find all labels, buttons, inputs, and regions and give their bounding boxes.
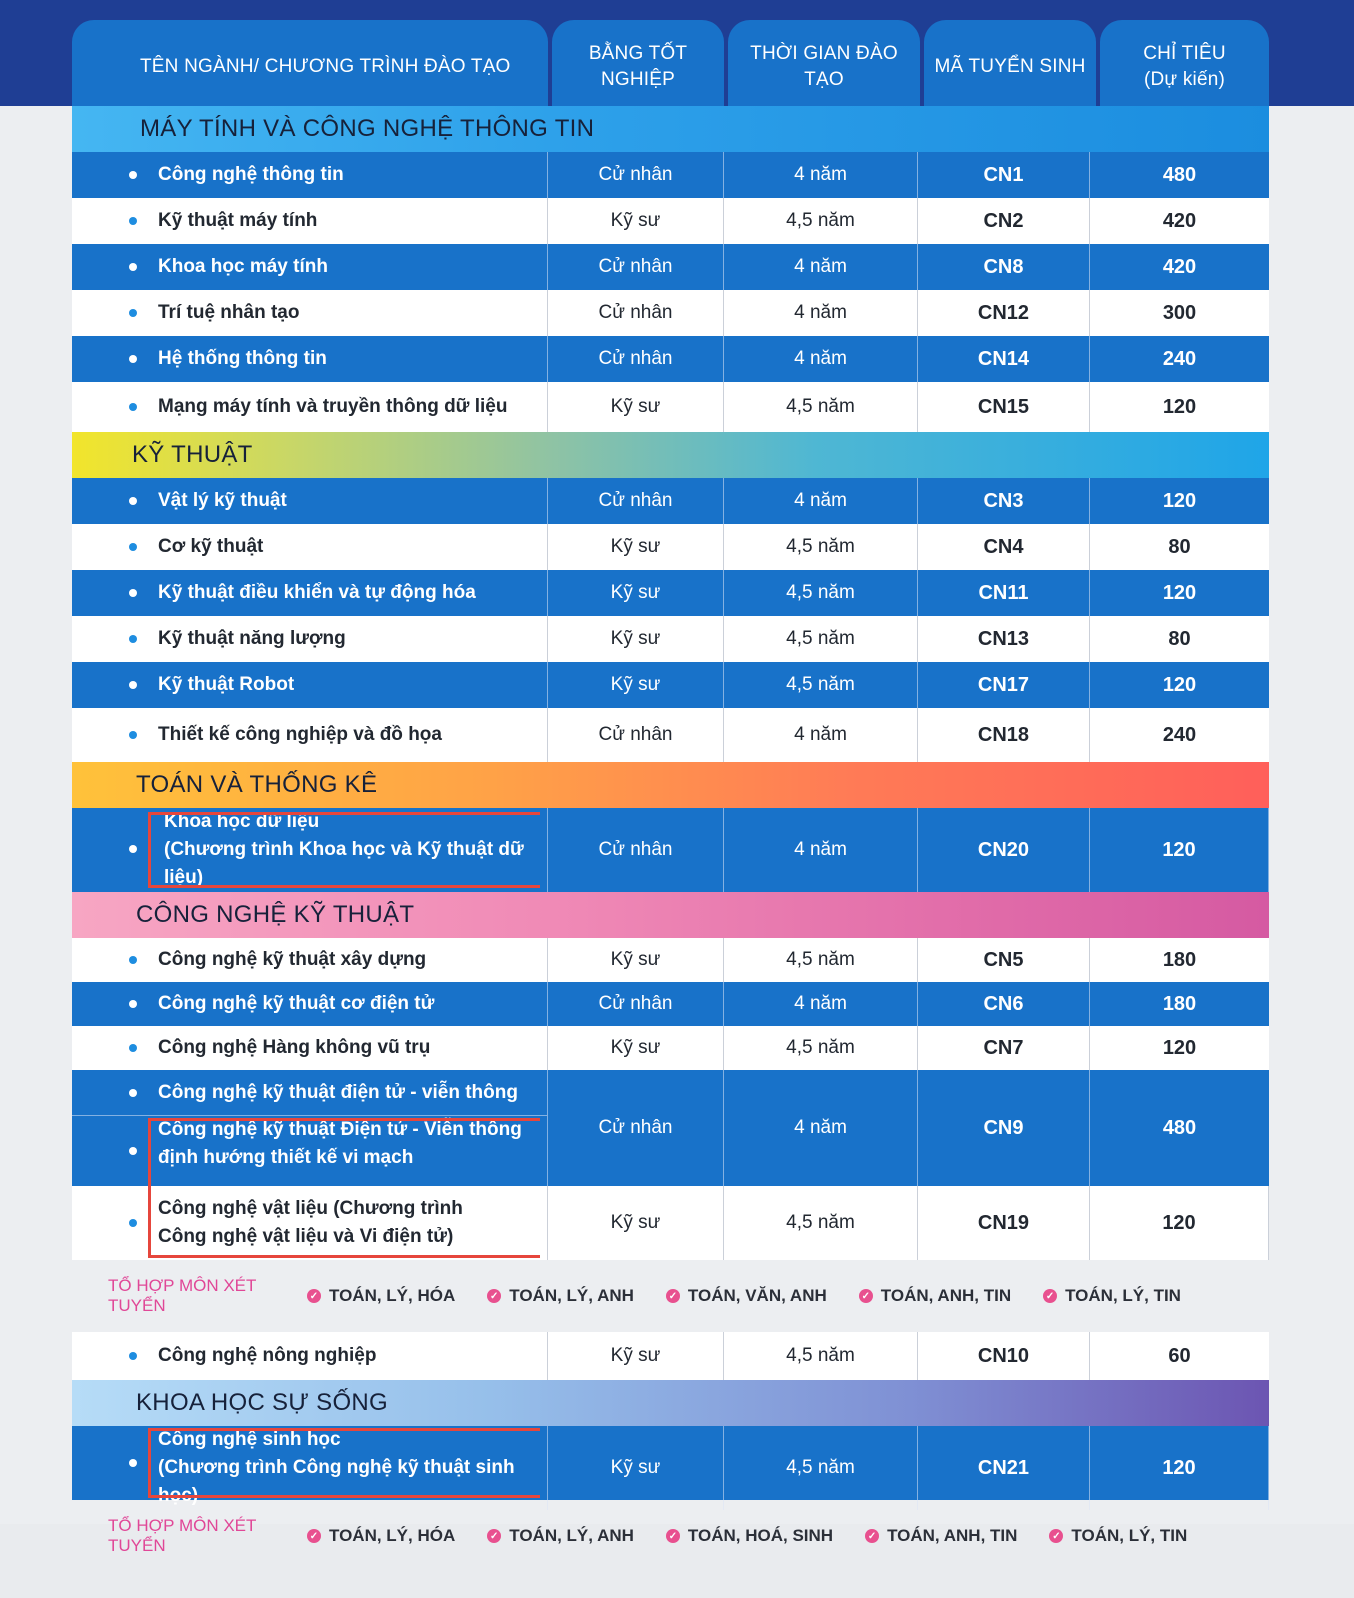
quota: 120 xyxy=(1090,808,1269,892)
dot-icon xyxy=(129,1147,137,1155)
program-name: Kỹ thuật năng lượng xyxy=(158,628,346,649)
program-name: Kỹ thuật máy tính xyxy=(158,210,318,231)
dot-icon xyxy=(129,731,137,739)
check-circle-icon: ✓ xyxy=(666,1529,680,1543)
degree: Cử nhân xyxy=(548,290,724,336)
program-name: Kỹ thuật điều khiển và tự động hóa xyxy=(158,582,476,603)
check-circle-icon: ✓ xyxy=(487,1529,501,1543)
table-row xyxy=(72,524,1269,570)
section-engineering: KỸ THUẬT xyxy=(72,432,1269,478)
table-row xyxy=(72,616,1269,662)
duration: 4 năm xyxy=(724,290,918,336)
admission-code: CN7 xyxy=(918,1026,1090,1070)
program-name: Hệ thống thông tin xyxy=(158,348,327,369)
admission-code: CN20 xyxy=(918,808,1090,892)
duration: 4,5 năm xyxy=(724,382,918,432)
quota: 300 xyxy=(1162,301,1197,324)
duration: 4,5 năm xyxy=(724,616,918,662)
degree: Kỹ sư xyxy=(548,662,724,708)
dot-icon xyxy=(129,845,137,853)
dot-icon xyxy=(129,171,137,179)
quota: 240 xyxy=(1162,347,1197,370)
dot-icon xyxy=(129,309,137,317)
program-name: Công nghệ nông nghiệp xyxy=(158,1345,377,1366)
table-row xyxy=(72,244,1269,290)
combo-item xyxy=(859,1286,1011,1306)
combo-item xyxy=(666,1286,827,1306)
table-row xyxy=(72,808,1269,892)
dot-icon xyxy=(129,263,137,271)
combo-item xyxy=(307,1286,455,1306)
table-row xyxy=(72,708,1269,762)
combo-text: TOÁN, LÝ, TIN xyxy=(1071,1526,1188,1545)
check-circle-icon: ✓ xyxy=(666,1289,680,1303)
quota: 120 xyxy=(1162,489,1197,512)
combo-text: TOÁN, HOÁ, SINH xyxy=(687,1526,834,1545)
duration: 4,5 năm xyxy=(724,1186,918,1260)
admission-code: CN14 xyxy=(918,336,1090,382)
check-circle-icon: ✓ xyxy=(859,1289,873,1303)
duration: 4,5 năm xyxy=(724,198,918,244)
program-name: Công nghệ Hàng không vũ trụ xyxy=(158,1037,431,1058)
quota: 420 xyxy=(1162,255,1197,278)
degree: Cử nhân xyxy=(548,1070,724,1186)
dot-icon xyxy=(129,1044,137,1052)
combo-item xyxy=(307,1526,455,1546)
admission-code: CN21 xyxy=(918,1426,1090,1510)
degree: Kỹ sư xyxy=(548,524,724,570)
admission-code: CN15 xyxy=(918,382,1090,432)
quota: 120 xyxy=(1162,673,1197,696)
combo-item xyxy=(865,1526,1017,1546)
duration: 4 năm xyxy=(724,1070,918,1186)
duration: 4,5 năm xyxy=(724,662,918,708)
degree: Kỹ sư xyxy=(548,1026,724,1070)
duration: 4 năm xyxy=(724,708,918,762)
table-row xyxy=(72,662,1269,708)
degree: Kỹ sư xyxy=(548,616,724,662)
combo-text: TOÁN, LÝ, ANH xyxy=(509,1526,634,1545)
section-it: MÁY TÍNH VÀ CÔNG NGHỆ THÔNG TIN xyxy=(72,106,1269,152)
combo-item xyxy=(487,1526,634,1546)
degree: Kỹ sư xyxy=(548,1186,724,1260)
dot-icon xyxy=(129,403,137,411)
check-circle-icon: ✓ xyxy=(865,1529,879,1543)
admission-code: CN8 xyxy=(918,244,1090,290)
dot-icon xyxy=(129,635,137,643)
dot-icon xyxy=(129,1352,137,1360)
admission-code: CN11 xyxy=(918,570,1090,616)
admission-code: CN2 xyxy=(918,198,1090,244)
degree: Cử nhân xyxy=(548,808,724,892)
dot-icon xyxy=(129,217,137,225)
check-circle-icon: ✓ xyxy=(1043,1289,1057,1303)
quota: 180 xyxy=(1162,992,1197,1015)
quota: 120 xyxy=(1090,1186,1269,1260)
quota: 480 xyxy=(1162,1116,1197,1139)
section-tech-engineering: CÔNG NGHỆ KỸ THUẬT xyxy=(72,892,1269,938)
table-row xyxy=(72,1026,1269,1070)
program-name: Trí tuệ nhân tạo xyxy=(158,302,300,323)
combo-text: TOÁN, LÝ, ANH xyxy=(509,1286,634,1305)
duration: 4,5 năm xyxy=(724,1332,918,1380)
header-quota-line1: CHỈ TIÊU xyxy=(1143,43,1226,64)
degree: Cử nhân xyxy=(548,478,724,524)
degree: Cử nhân xyxy=(548,982,724,1026)
table-row xyxy=(72,290,1269,336)
program-name: Thiết kế công nghiệp và đồ họa xyxy=(158,724,442,745)
section-math-stats: TOÁN VÀ THỐNG KÊ xyxy=(72,762,1269,808)
table-row xyxy=(72,152,1269,198)
quota: 480 xyxy=(1162,163,1197,186)
combo-label: TỔ HỢP MÔN XÉT TUYỂN xyxy=(108,1516,257,1555)
table-row xyxy=(72,982,1269,1026)
quota: 420 xyxy=(1162,209,1197,232)
admission-code: CN1 xyxy=(918,152,1090,198)
dot-icon xyxy=(129,1000,137,1008)
combo-text: TOÁN, VĂN, ANH xyxy=(687,1286,827,1305)
table-row xyxy=(72,1426,1269,1506)
duration: 4 năm xyxy=(724,982,918,1026)
program-name: Mạng máy tính và truyền thông dữ liệu xyxy=(158,396,508,417)
subject-combo xyxy=(72,1260,1269,1332)
program-name: Kỹ thuật Robot xyxy=(158,674,295,695)
table-row xyxy=(72,1186,1269,1260)
program-name: Cơ kỹ thuật xyxy=(158,536,264,557)
program-subname: Công nghệ vật liệu và Vi điện tử) xyxy=(158,1226,454,1247)
header-quota xyxy=(1100,20,1269,106)
header-code: MÃ TUYỂN SINH xyxy=(924,20,1096,106)
admission-code: CN19 xyxy=(918,1186,1090,1260)
program-table xyxy=(72,20,1269,1572)
dot-icon xyxy=(129,497,137,505)
admission-code: CN9 xyxy=(918,1070,1090,1186)
duration: 4 năm xyxy=(724,808,918,892)
combo-item xyxy=(487,1286,634,1306)
program-subname: định hướng thiết kế vi mạch xyxy=(158,1147,414,1168)
duration: 4,5 năm xyxy=(724,524,918,570)
degree: Cử nhân xyxy=(548,708,724,762)
quota: 120 xyxy=(1162,581,1197,604)
table-row xyxy=(72,938,1269,982)
program-name: Công nghệ sinh học xyxy=(158,1429,341,1450)
admission-code: CN4 xyxy=(918,524,1090,570)
quota: 120 xyxy=(1162,1036,1197,1059)
duration: 4 năm xyxy=(724,336,918,382)
combo-item xyxy=(666,1526,833,1546)
table-header xyxy=(72,20,1269,106)
header-duration: THỜI GIAN ĐÀO TẠO xyxy=(728,20,920,106)
program-name: Công nghệ thông tin xyxy=(158,164,344,185)
combo-label: TỔ HỢP MÔN XÉT TUYỂN xyxy=(108,1276,257,1315)
program-name: Công nghệ kỹ thuật xây dựng xyxy=(158,949,427,970)
dot-icon xyxy=(129,589,137,597)
quota: 180 xyxy=(1162,948,1197,971)
duration: 4,5 năm xyxy=(724,1426,918,1510)
dot-icon xyxy=(129,681,137,689)
dot-icon xyxy=(129,1089,137,1097)
check-circle-icon: ✓ xyxy=(307,1289,321,1303)
degree: Kỹ sư xyxy=(548,198,724,244)
combo-text: TOÁN, LÝ, HÓA xyxy=(329,1286,456,1305)
check-circle-icon: ✓ xyxy=(487,1289,501,1303)
duration: 4,5 năm xyxy=(724,938,918,982)
check-circle-icon: ✓ xyxy=(1049,1529,1063,1543)
admission-code: CN18 xyxy=(918,708,1090,762)
program-name: Khoa học dữ liệu xyxy=(164,811,320,832)
header-quota-line2: (Dự kiến) xyxy=(1143,69,1226,90)
quota: 120 xyxy=(1090,1426,1269,1510)
admission-code: CN17 xyxy=(918,662,1090,708)
header-degree: BẰNG TỐT NGHIỆP xyxy=(552,20,724,106)
combo-text: TOÁN, ANH, TIN xyxy=(880,1286,1012,1305)
table-row xyxy=(72,382,1269,432)
combo-item xyxy=(1049,1526,1187,1546)
degree: Kỹ sư xyxy=(548,570,724,616)
header-name: TÊN NGÀNH/ CHƯƠNG TRÌNH ĐÀO TẠO xyxy=(72,20,548,106)
quota: 80 xyxy=(1168,535,1191,558)
admission-code: CN12 xyxy=(918,290,1090,336)
table-row xyxy=(72,1070,1269,1186)
combo-text: TOÁN, LÝ, HÓA xyxy=(329,1526,456,1545)
admission-code: CN10 xyxy=(918,1332,1090,1380)
program-subname: (Chương trình Khoa học và Kỹ thuật dữ liệu) xyxy=(164,839,524,888)
subject-combo xyxy=(72,1500,1269,1572)
program-name: Vật lý kỹ thuật xyxy=(158,490,287,511)
program-name: Công nghệ kỹ thuật cơ điện tử xyxy=(158,993,435,1014)
section-life-sciences: KHOA HỌC SỰ SỐNG xyxy=(72,1380,1269,1426)
duration: 4,5 năm xyxy=(724,1026,918,1070)
dot-icon xyxy=(129,355,137,363)
combo-text: TOÁN, ANH, TIN xyxy=(887,1526,1018,1545)
program-name: Công nghệ vật liệu (Chương trình xyxy=(158,1198,463,1219)
combo-text: TOÁN, LÝ, TIN xyxy=(1065,1286,1181,1305)
dot-icon xyxy=(129,1459,137,1467)
degree: Cử nhân xyxy=(548,152,724,198)
dot-icon xyxy=(129,956,137,964)
quota: 60 xyxy=(1168,1344,1191,1367)
program-name: Khoa học máy tính xyxy=(158,256,328,277)
quota: 120 xyxy=(1162,395,1197,418)
degree: Kỹ sư xyxy=(548,1426,724,1510)
degree: Kỹ sư xyxy=(548,1332,724,1380)
admission-code: CN6 xyxy=(918,982,1090,1026)
table-row xyxy=(72,1332,1269,1380)
dot-icon xyxy=(129,543,137,551)
table-row xyxy=(72,570,1269,616)
table-row xyxy=(72,198,1269,244)
duration: 4 năm xyxy=(724,152,918,198)
duration: 4 năm xyxy=(724,244,918,290)
program-subname: (Chương trình Công nghệ kỹ thuật sinh học) xyxy=(158,1457,515,1506)
duration: 4 năm xyxy=(724,478,918,524)
degree: Kỹ sư xyxy=(548,382,724,432)
degree: Kỹ sư xyxy=(548,938,724,982)
admission-code: CN3 xyxy=(918,478,1090,524)
duration: 4,5 năm xyxy=(724,570,918,616)
program-name: Công nghệ kỹ thuật Điện tử - Viễn thông xyxy=(158,1119,522,1140)
table-row xyxy=(72,478,1269,524)
admission-code: CN13 xyxy=(918,616,1090,662)
combo-item xyxy=(1043,1286,1181,1306)
dot-icon xyxy=(129,1219,137,1227)
check-circle-icon: ✓ xyxy=(307,1529,321,1543)
quota: 240 xyxy=(1162,723,1197,746)
degree: Cử nhân xyxy=(548,336,724,382)
quota: 80 xyxy=(1168,627,1191,650)
degree: Cử nhân xyxy=(548,244,724,290)
admission-code: CN5 xyxy=(918,938,1090,982)
program-name: Công nghệ kỹ thuật điện tử - viễn thông xyxy=(158,1081,518,1103)
table-row xyxy=(72,336,1269,382)
